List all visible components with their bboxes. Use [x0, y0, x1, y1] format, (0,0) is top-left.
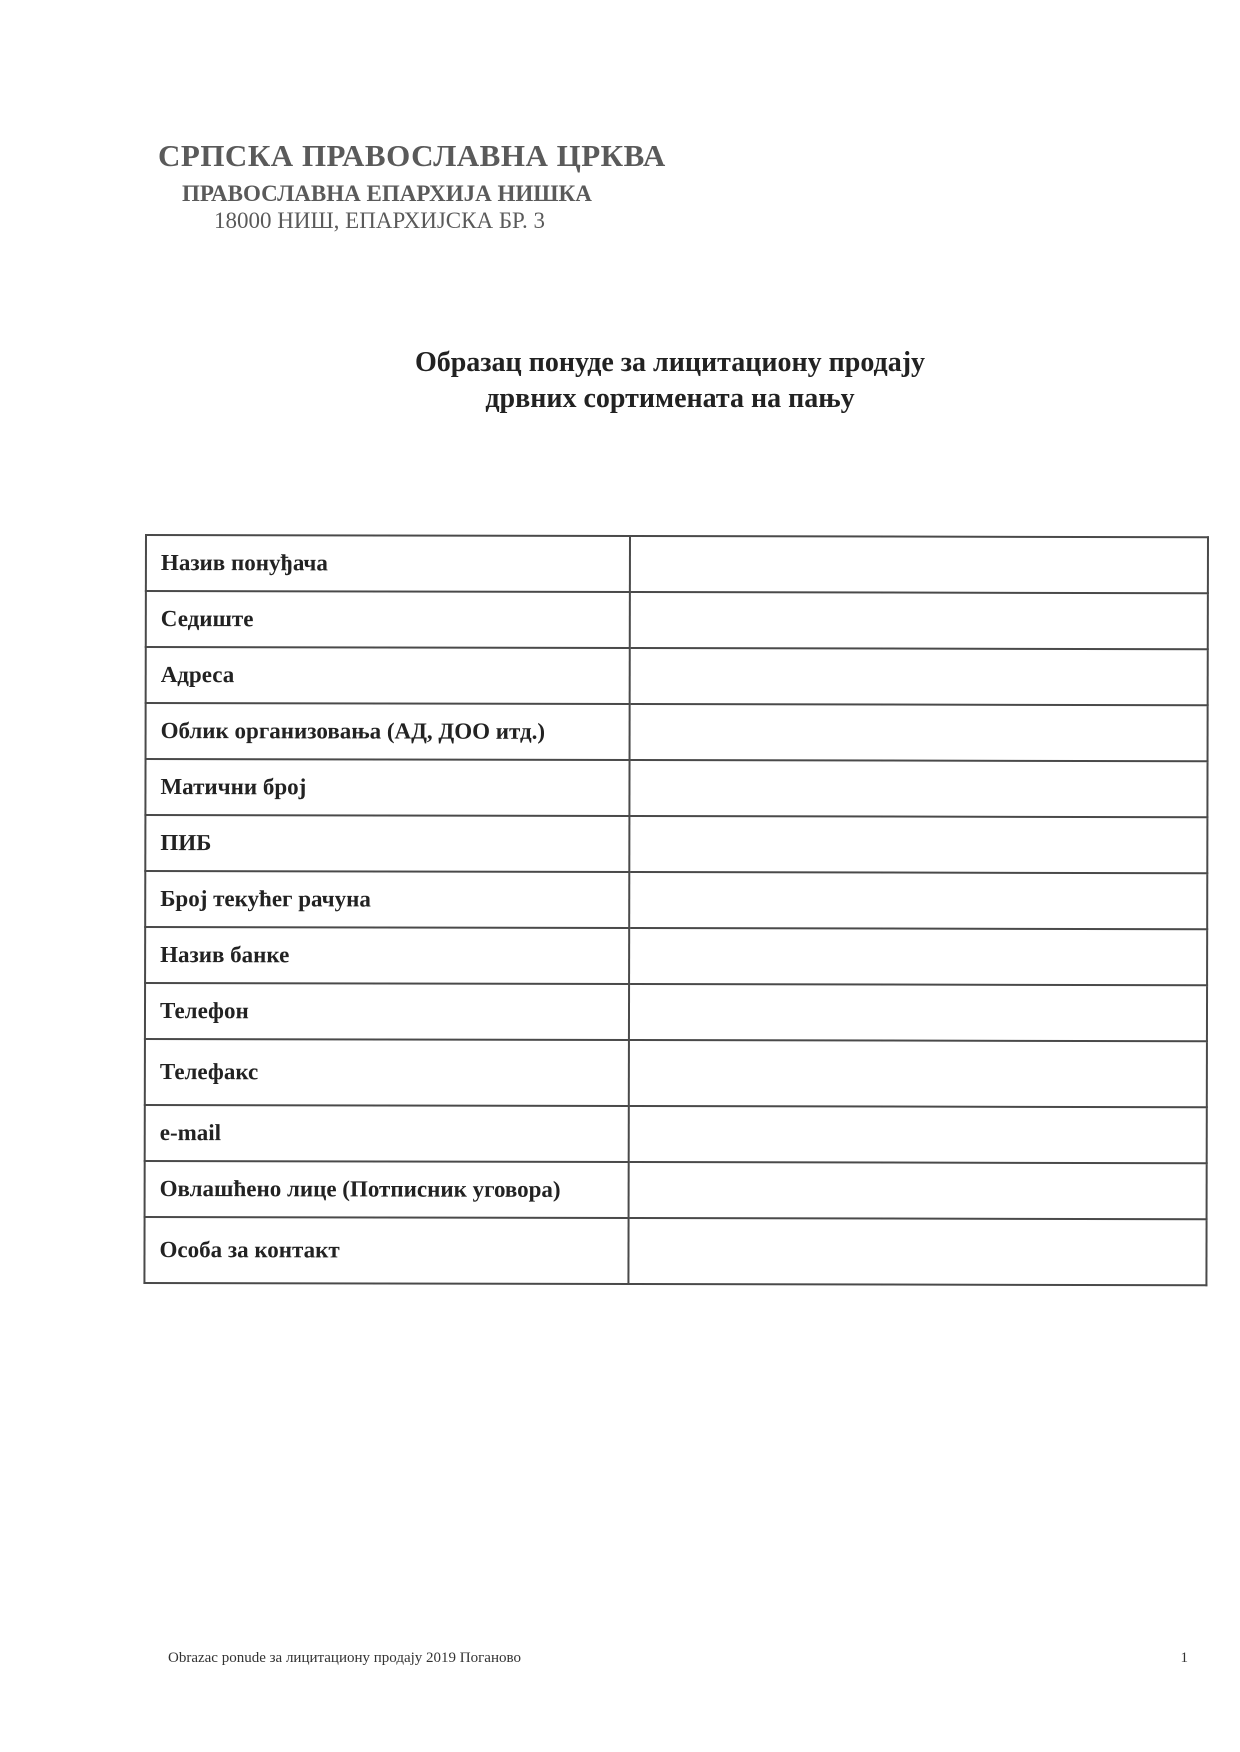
form-label: Особа за контакт	[144, 1217, 628, 1284]
form-field-organization-form[interactable]	[629, 704, 1207, 761]
form-field-bank-name[interactable]	[629, 928, 1207, 985]
form-field-contact-person[interactable]	[628, 1218, 1206, 1285]
form-row-bank-name	[145, 927, 1207, 985]
form-label: Број текућег рачуна	[145, 871, 629, 928]
form-label: Седиште	[146, 591, 630, 648]
form-field-phone[interactable]	[629, 984, 1207, 1041]
form-row-organization-form	[146, 703, 1208, 761]
form-label: Телефакс	[145, 1039, 629, 1106]
document-title-line-1: Образац понуде за лицитациону продају	[414, 347, 926, 378]
form-row-phone	[145, 983, 1207, 1041]
eparchy-name: ПРАВОСЛАВНА ЕПАРХИЈА НИШКА	[182, 181, 592, 206]
page-footer	[168, 1650, 1188, 1667]
form-field-bank-account[interactable]	[629, 872, 1207, 929]
form-row-email	[145, 1105, 1207, 1163]
form-label: Телефон	[145, 983, 629, 1040]
page-number: 1	[1180, 1650, 1188, 1666]
eparchy-address: 18000 НИШ, ЕПАРХИЈСКА БР. 3	[214, 208, 545, 233]
form-label: Назив понуђача	[146, 535, 630, 592]
church-name: СРПСКА ПРАВОСЛАВНА ЦРКВА	[158, 138, 666, 173]
form-row-bidder-name	[146, 535, 1208, 593]
form-field-seat[interactable]	[630, 592, 1208, 649]
form-row-contact-person	[144, 1217, 1206, 1285]
form-label: e-mail	[145, 1105, 629, 1162]
form-label: Назив банке	[145, 927, 629, 984]
form-row-registration-number	[145, 759, 1207, 817]
bidder-form-table	[143, 534, 1209, 1286]
form-label: ПИБ	[145, 815, 629, 872]
form-field-bidder-name[interactable]	[630, 536, 1208, 593]
form-field-tax-id[interactable]	[629, 816, 1207, 873]
form-row-bank-account	[145, 871, 1207, 929]
footer-text: Obrazac ponude за лицитациону продају 2019 Поганово	[168, 1650, 521, 1666]
form-label: Матични број	[145, 759, 629, 816]
form-label: Облик организовања (АД, ДОО итд.)	[146, 703, 630, 760]
form-row-tax-id	[145, 815, 1207, 873]
form-row-seat	[146, 591, 1208, 649]
form-field-email[interactable]	[629, 1106, 1207, 1163]
form-label: Адреса	[146, 647, 630, 704]
letterhead	[158, 138, 858, 234]
form-row-address	[146, 647, 1208, 705]
form-row-fax	[145, 1039, 1207, 1107]
form-row-authorized-person	[145, 1161, 1207, 1219]
form-label: Овлашћено лице (Потписник уговора)	[145, 1161, 629, 1218]
form-field-registration-number[interactable]	[629, 760, 1207, 817]
document-title	[280, 345, 1060, 417]
form-field-fax[interactable]	[629, 1040, 1207, 1107]
form-field-address[interactable]	[629, 648, 1207, 705]
document-title-line-2: дрвних сортимената на пању	[485, 383, 855, 414]
form-field-authorized-person[interactable]	[628, 1162, 1206, 1219]
